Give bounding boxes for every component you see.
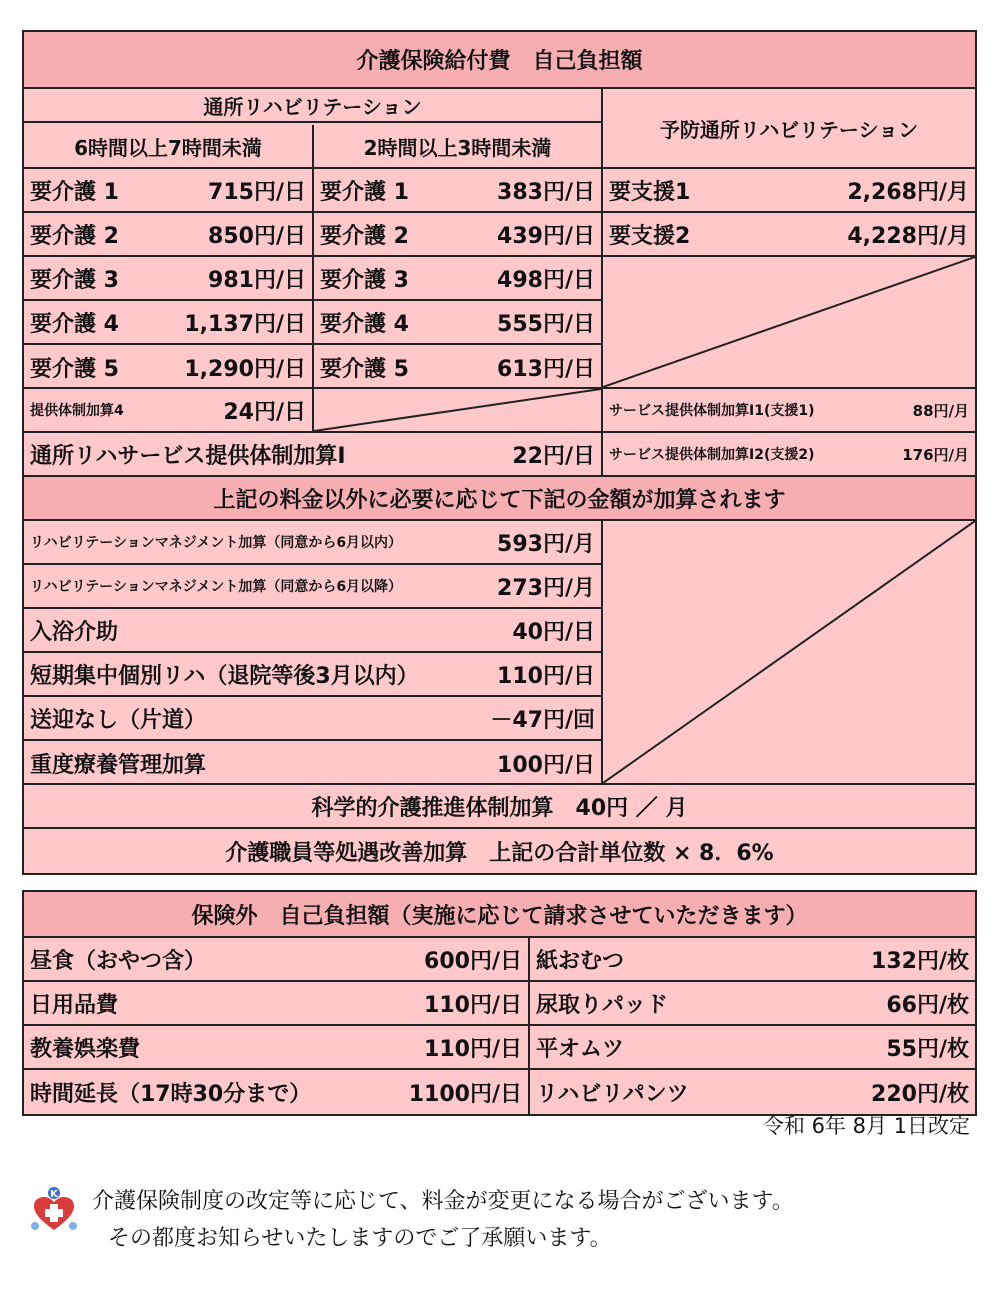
additional-item-label: 入浴介助 — [30, 619, 119, 645]
outside-item-cell: 教養娯楽費 110円/日 — [30, 1036, 522, 1062]
table-title-row — [24, 32, 975, 89]
shoguu-text: 介護職員等処遇改善加算 上記の合計単位数 × 8．6% — [225, 840, 774, 866]
table-title: 介護保険給付費 自己負担額 — [356, 49, 643, 74]
additional-item-value: 40円/日 — [512, 619, 595, 645]
svg-text:K: K — [50, 1189, 58, 1200]
additional-title-row — [24, 477, 975, 521]
additional-rows-group — [24, 521, 975, 785]
additional-item-row — [24, 653, 601, 697]
note-line-2: その都度お知らせいたしますのでご了承願います。 — [108, 1226, 612, 1251]
additional-item-cell — [24, 521, 601, 563]
table-row — [24, 257, 601, 301]
additional-item-row — [24, 609, 601, 653]
additional-item-value: 273円/月 — [497, 575, 595, 601]
additional-item-cell — [24, 609, 601, 651]
additional-item-row — [24, 697, 601, 741]
table-row-group — [24, 257, 975, 389]
table-row — [24, 169, 975, 213]
note-line-1: 介護保険制度の改定等に応じて、料金が変更になる場合がございます。 — [92, 1189, 794, 1214]
shoguu-row — [24, 829, 975, 873]
outside-item-cell: 時間延長（17時30分まで） 1100円/日 — [30, 1081, 522, 1107]
table-row — [24, 389, 975, 433]
care-insurance-table — [22, 30, 977, 875]
outside-title-row — [24, 892, 975, 938]
col1-title: 6時間以上7時間未満 — [74, 135, 262, 160]
table-row — [24, 1070, 975, 1114]
care-level-cell: 要介護 5 613円/日 — [312, 345, 601, 389]
care-level-cell: 要介護 1 383円/日 — [312, 169, 601, 211]
service-teikyo-2-cell: サービス提供体制加算Ⅰ2(支援2) 176円/月 — [601, 433, 975, 475]
additional-item-label: リハビリテーションマネジメント加算（同意から6月以内） — [30, 535, 403, 551]
care-level-cell: 要介護 5 1,290円/日 — [30, 356, 306, 382]
additional-item-value: －47円/回 — [490, 707, 595, 733]
outside-item-cell: 昼食（おやつ含） 600円/日 — [30, 948, 522, 974]
additional-item-label: 重度療養管理加算 — [30, 752, 207, 778]
additional-item-row — [24, 741, 601, 785]
outside-item-cell: 紙おむつ 132円/枚 — [528, 938, 975, 980]
outside-item-cell: 平オムツ 55円/枚 — [528, 1026, 975, 1068]
kagaku-row — [24, 785, 975, 829]
care-level-cell: 要介護 4 1,137円/日 — [30, 311, 306, 337]
additional-item-cell — [24, 697, 601, 739]
additional-item-value: 100円/日 — [497, 752, 595, 778]
empty-diagonal-cell — [601, 257, 975, 387]
additional-item-label: 短期集中個別リハ（退院等後3月以内） — [30, 663, 419, 689]
care-level-cell: 要介護 4 555円/日 — [312, 301, 601, 343]
additional-item-row — [24, 521, 601, 565]
care-level-cell: 要介護 3 498円/日 — [312, 257, 601, 299]
table-row — [24, 301, 601, 345]
heart-cross-logo-icon — [30, 1186, 78, 1234]
additional-list — [24, 521, 601, 783]
additional-item-label: リハビリテーションマネジメント加算（同意から6月以降） — [30, 579, 403, 595]
empty-diagonal-cell — [312, 389, 601, 431]
col2-title: 2時間以上3時間未満 — [312, 125, 601, 167]
additional-item-value: 593円/月 — [497, 531, 595, 557]
additional-item-value: 110円/日 — [497, 663, 595, 689]
support-level-cell: 要支援2 4,228円/月 — [601, 213, 975, 255]
table-row — [24, 1026, 975, 1070]
revision-date: 令和 6年 8月 1日改定 — [762, 1114, 970, 1138]
outside-item-cell: リハビリパンツ 220円/枚 — [528, 1070, 975, 1114]
table-row — [24, 433, 975, 477]
care-level-cell: 要介護 1 715円/日 — [30, 179, 306, 205]
kagaku-text: 科学的介護推進体制加算 40円 ／ 月 — [311, 795, 688, 821]
outside-title: 保険外 自己負担額（実施に応じて請求させていただきます） — [191, 903, 808, 929]
empty-diagonal-cell — [601, 521, 975, 783]
table-row — [24, 345, 601, 389]
care-level-cell: 要介護 3 981円/日 — [30, 267, 306, 293]
column-header-row — [24, 89, 975, 169]
additional-item-cell — [24, 653, 601, 695]
additional-item-cell — [24, 565, 601, 607]
care-level-cell: 要介護 2 850円/日 — [30, 223, 306, 249]
care-level-cell: 要介護 2 439円/日 — [312, 213, 601, 255]
table-row — [24, 982, 975, 1026]
outside-item-cell: 日用品費 110円/日 — [30, 992, 522, 1018]
service-teikyo-1-cell: サービス提供体制加算Ⅰ1(支援1) 88円/月 — [601, 389, 975, 431]
additional-item-label: 送迎なし（片道） — [30, 707, 207, 733]
section-title-tsusho: 通所リハビリテーション — [24, 89, 601, 123]
support-level-cell: 要支援1 2,268円/月 — [601, 169, 975, 211]
additional-item-row — [24, 565, 601, 609]
teikyo4-cell: 提供体制加算4 24円/日 — [30, 399, 306, 425]
outside-insurance-table — [22, 890, 977, 1116]
section-title-yobo: 予防通所リハビリテーション — [601, 89, 975, 167]
additional-title: 上記の料金以外に必要に応じて下記の金額が加算されます — [213, 487, 786, 513]
tsusho-service-cell: 通所リハサービス提供体制加算Ⅰ 22円/日 — [30, 443, 595, 469]
outside-item-cell: 尿取りパッド 66円/枚 — [528, 982, 975, 1024]
additional-item-cell — [24, 741, 601, 785]
table-row — [24, 938, 975, 982]
table-row — [24, 213, 975, 257]
